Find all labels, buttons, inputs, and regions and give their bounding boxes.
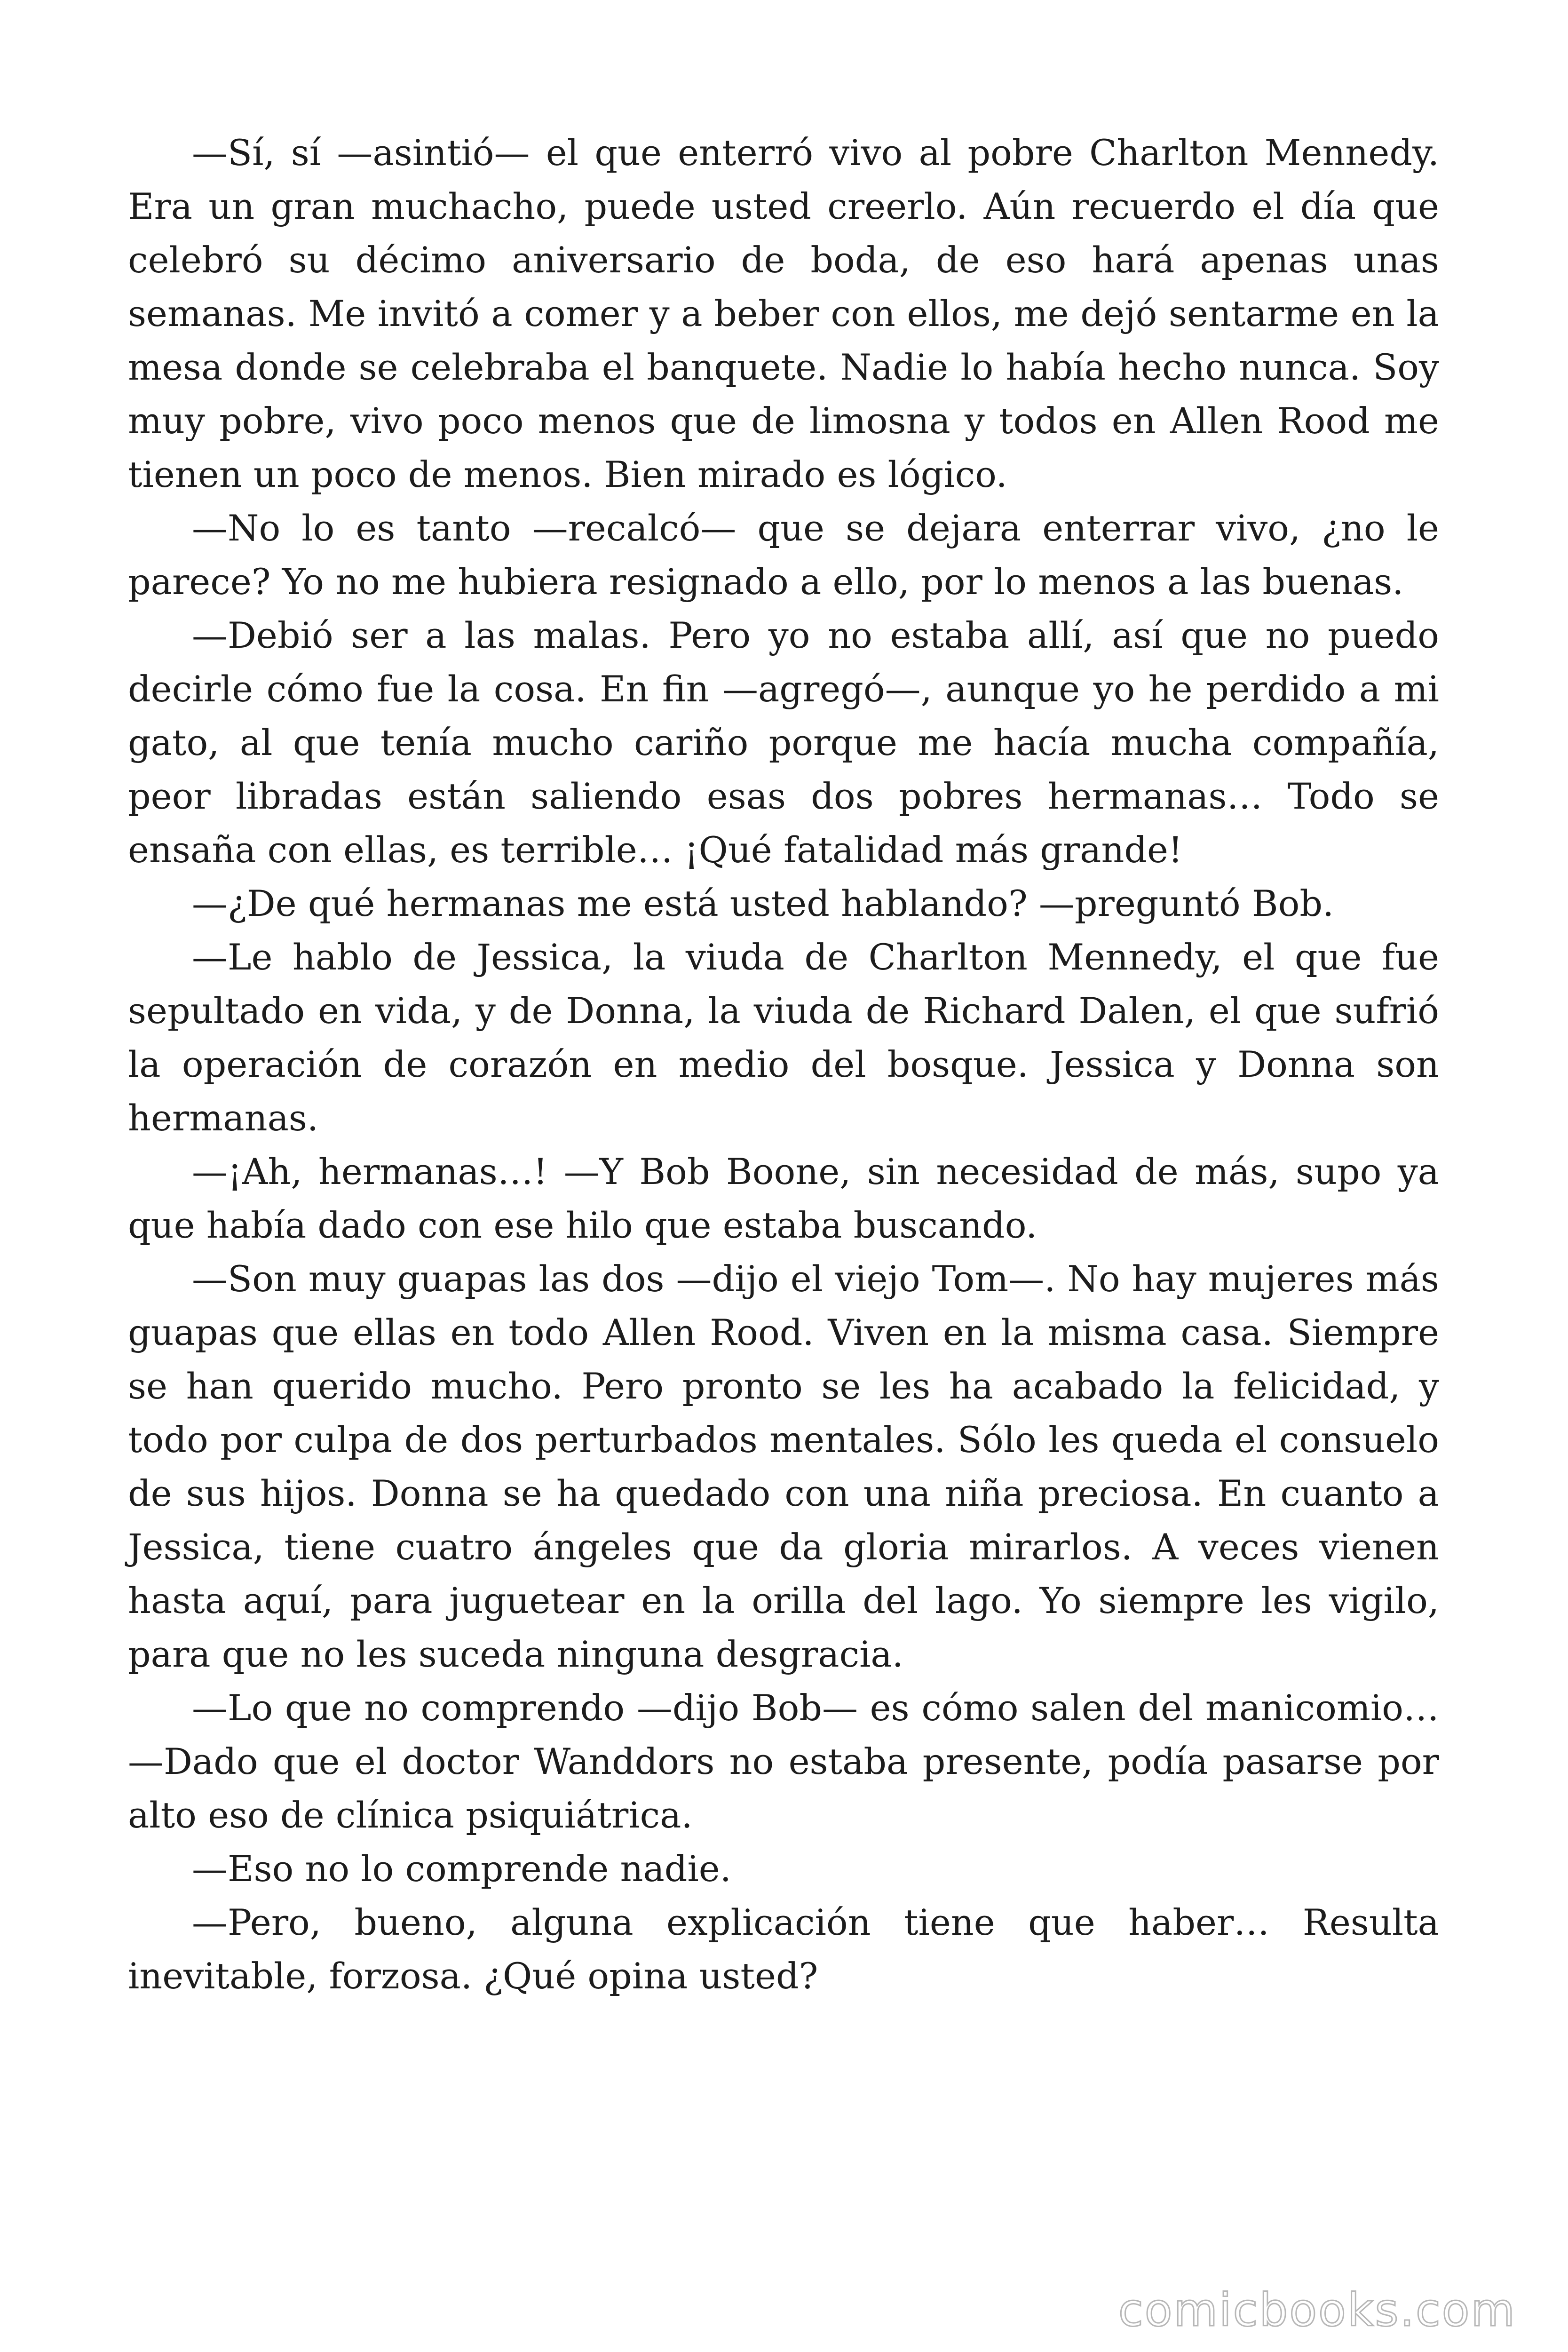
watermark: comicbooks.com	[1118, 2284, 1516, 2336]
paragraph: —Eso no lo comprende nadie.	[192, 1848, 731, 1890]
paragraph: —Lo que no comprendo —dijo Bob— es cómo salen del manicomio… —Dado que el doctor Wanddors no estaba presente, podía pasarse por alto eso de clínica psiquiátrica.	[128, 1687, 1439, 1836]
paragraph: —Debió ser a las malas. Pero yo no estaba allí, así que no puedo decirle cómo fue la cosa. En fin —agregó—, aunque yo he perdido a mi gato, al que tenía mucho cariño porque me hacía mucha compañía, peor libradas están saliendo esas dos pobres hermanas… Todo se ensaña con ellas, es terrible… ¡Qué fatalidad más grande!	[128, 614, 1439, 871]
paragraph: —Le hablo de Jessica, la viuda de Charlton Mennedy, el que fue sepultado en vida, y de Donna, la viuda de Richard Dalen, el que sufrió la operación de corazón en medio del bosque. Jessica y Donna son hermanas.	[128, 936, 1439, 1139]
body-text	[128, 126, 1439, 2003]
paragraph: —Pero, bueno, alguna explicación tiene que haber… Resulta inevitable, forzosa. ¿Qué opina usted?	[128, 1901, 1439, 1997]
paragraph: —¡Ah, hermanas…! —Y Bob Boone, sin necesidad de más, supo ya que había dado con ese hilo que estaba buscando.	[128, 1151, 1439, 1246]
paragraph: —No lo es tanto —recalcó— que se dejara enterrar vivo, ¿no le parece? Yo no me hubiera resignado a ello, por lo menos a las buenas.	[128, 507, 1439, 603]
paragraph: —Son muy guapas las dos —dijo el viejo Tom—. No hay mujeres más guapas que ellas en todo Allen Rood. Viven en la misma casa. Siempre se han querido mucho. Pero pronto se les ha acabado la felicidad, y todo por culpa de dos perturbados mentales. Sólo les queda el consuelo de sus hijos. Donna se ha quedado con una niña preciosa. En cuanto a Jessica, tiene cuatro ángeles que da gloria mirarlos. A veces vienen hasta aquí, para juguetear en la orilla del lago. Yo siempre les vigilo, para que no les suceda ninguna desgracia.	[128, 1258, 1439, 1675]
paragraph: —¿De qué hermanas me está usted hablando? —preguntó Bob.	[192, 882, 1334, 924]
paragraph: —Sí, sí —asintió— el que enterró vivo al pobre Charlton Mennedy. Era un gran muchacho, puede usted creerlo. Aún recuerdo el día que celebró su décimo aniversario de boda, de eso hará apenas unas semanas. Me invitó a comer y a beber con ellos, me dejó sentarme en la mesa donde se celebraba el banquete. Nadie lo había hecho nunca. Soy muy pobre, vivo poco menos que de limosna y todos en Allen Rood me tienen un poco de menos. Bien mirado es lógico.	[128, 132, 1439, 495]
